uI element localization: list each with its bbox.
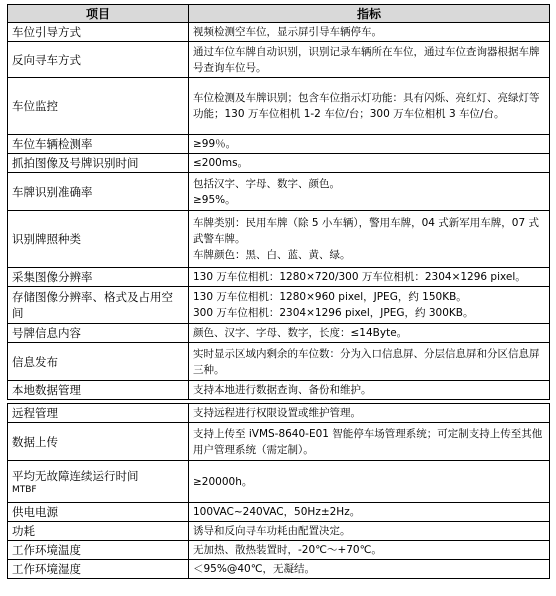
row-key: 数据上传 [8,423,189,461]
row-value: 车位检测及车牌识别；包含车位指示灯功能：具有闪烁、亮红灯、亮绿灯等功能；130 万车位相机 1-2 车位/台；300 万车位相机 3 车位/台。 [189,78,550,135]
row-key: 供电电源 [8,503,189,522]
row-key: 车位监控 [8,78,189,135]
row-value: 100VAC~240VAC，50Hz±2Hz。 [189,503,550,522]
row-key: 反向寻车方式 [8,42,189,78]
row-key: 平均无故障连续运行时间 MTBF [8,461,189,503]
row-value: 车牌类别：民用车牌（除 5 小车辆），警用车牌，04 式新军用车牌，07 式武警车牌。 车牌颜色：黑、白、蓝、黄、绿。 [189,211,550,268]
table-row [8,42,550,78]
row-key: 存储图像分辨率、格式及占用空间 [8,287,189,324]
row-value: ＜95%@40℃，无凝结。 [189,560,550,579]
table-header-row [8,5,550,23]
table-row [8,211,550,268]
row-value: ≥99％。 [189,135,550,154]
row-key: 号牌信息内容 [8,324,189,343]
row-value: ≥20000h。 [189,461,550,503]
row-value: 支持本地进行数据查询、备份和维护。 [189,381,550,400]
table-row [8,461,550,503]
row-value: 支持上传至 iVMS-8640-E01 智能停车场管理系统；可定制支持上传至其他用户管理系统（需定制）。 [189,423,550,461]
row-value: 颜色、汉字、字母、数字，长度：≤14Byte。 [189,324,550,343]
table-row [8,560,550,579]
header-spec: 指标 [189,5,550,23]
table-row [8,541,550,560]
spec-table [7,4,550,579]
row-key: 远程管理 [8,404,189,423]
row-value: 130 万车位相机：1280×720/300 万车位相机：2304×1296 pixel。 [189,268,550,287]
row-key: 信息发布 [8,343,189,381]
row-value: 诱导和反向寻车功耗由配置决定。 [189,522,550,541]
row-value: 通过车位车牌自动识别，识别记录车辆所在车位，通过车位查询器根据车牌号查询车位号。 [189,42,550,78]
table-row [8,268,550,287]
row-key: 车位车辆检测率 [8,135,189,154]
table-row [8,522,550,541]
row-value: 130 万车位相机：1280×960 pixel，JPEG，约 150KB。 300 万车位相机：2304×1296 pixel，JPEG，约 300KB。 [189,287,550,324]
row-value: 实时显示区域内剩余的车位数：分为入口信息屏、分层信息屏和分区信息屏三种。 [189,343,550,381]
row-key: 采集图像分辨率 [8,268,189,287]
table-row [8,135,550,154]
row-value: 包括汉字、字母、数字、颜色。 ≥95%。 [189,173,550,211]
row-value: 无加热、散热装置时，-20℃～+70℃。 [189,541,550,560]
row-key: 功耗 [8,522,189,541]
table-row [8,78,550,135]
table-row [8,154,550,173]
row-value: ≤200ms。 [189,154,550,173]
row-key: 车位引导方式 [8,23,189,42]
table-row [8,287,550,324]
table-row [8,324,550,343]
row-key: 本地数据管理 [8,381,189,400]
table-row [8,343,550,381]
table-row [8,404,550,423]
row-key: 工作环境温度 [8,541,189,560]
row-value: 支持远程进行权限设置或维护管理。 [189,404,550,423]
row-key: 抓拍图像及号牌识别时间 [8,154,189,173]
table-row [8,381,550,400]
table-row [8,423,550,461]
row-key: 车牌识别准确率 [8,173,189,211]
header-item: 项目 [8,5,189,23]
row-value: 视频检测空车位，显示屏引导车辆停车。 [189,23,550,42]
row-key: 识别牌照种类 [8,211,189,268]
table-row [8,23,550,42]
mtbf-label: MTBF [12,484,37,495]
table-row [8,503,550,522]
row-key: 工作环境湿度 [8,560,189,579]
table-row [8,173,550,211]
